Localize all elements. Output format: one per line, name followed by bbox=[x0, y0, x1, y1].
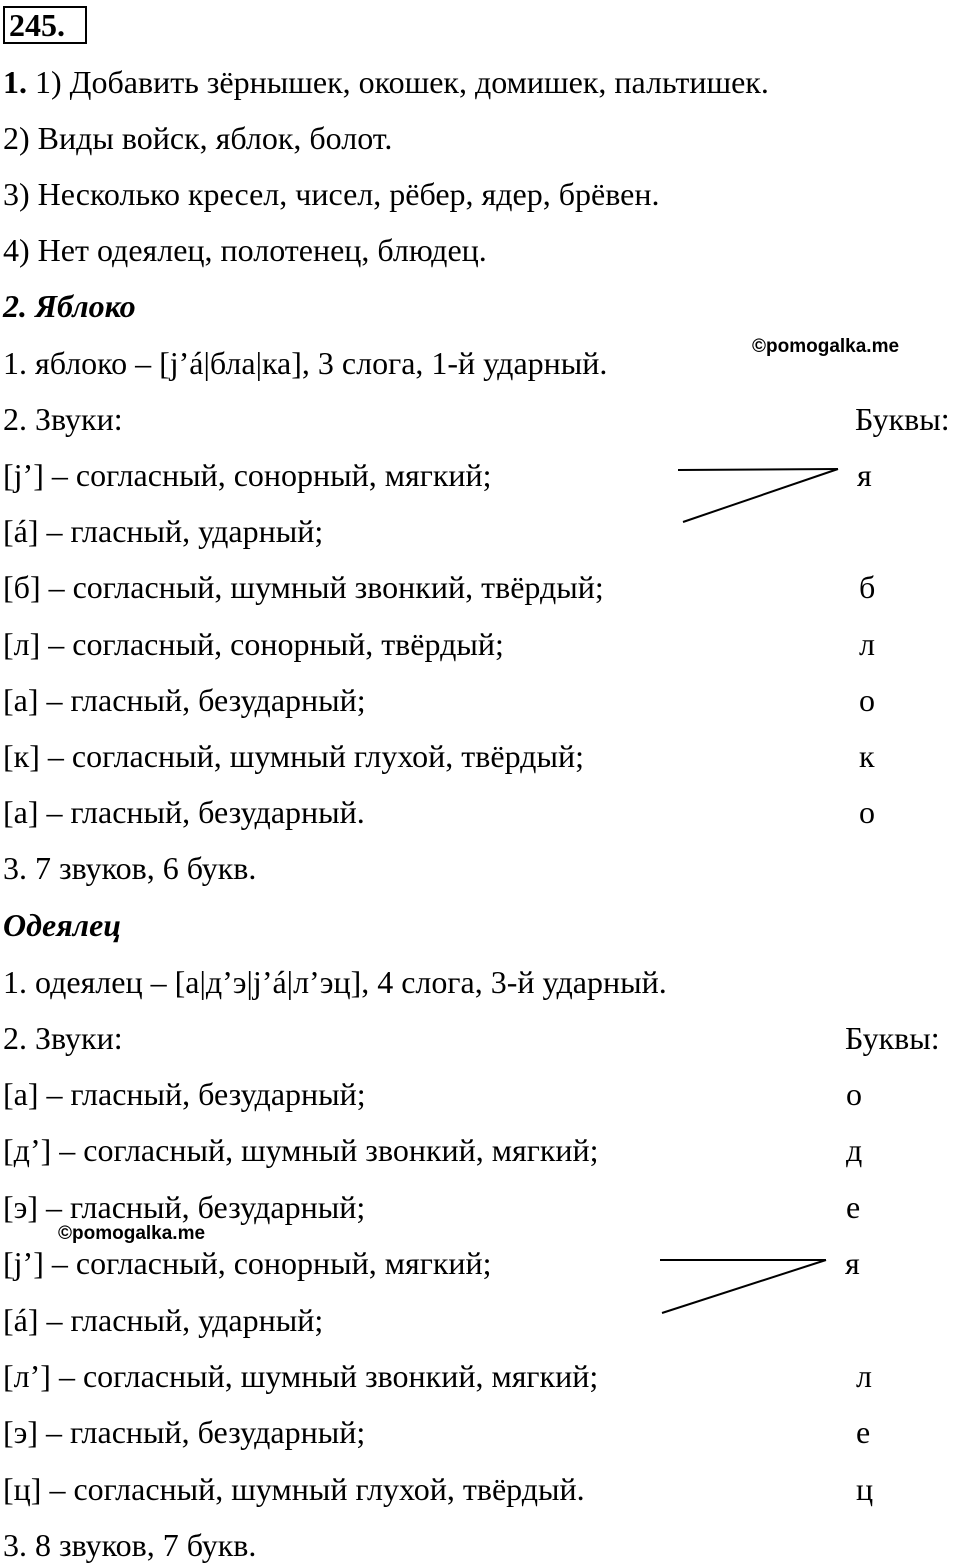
word1-syllables: 1. яблоко – [j’á|бла|ка], 3 слога, 1-й ударный. bbox=[3, 345, 608, 381]
watermark-2: ©pomogalka.me bbox=[58, 1223, 206, 1244]
word2-syllables: 1. одеялец – [а|д’э|j’á|л’эц], 4 слога, 3-й ударный. bbox=[3, 964, 667, 1000]
word1-sounds-header: 2. Звуки: bbox=[3, 401, 123, 437]
watermark-1: ©pomogalka.me bbox=[752, 336, 900, 357]
word1-sound-1: [j’] – согласный, сонорный, мягкий; bbox=[3, 457, 492, 493]
part1-label: 1. bbox=[3, 64, 27, 100]
word2-letter-7: ц bbox=[856, 1471, 874, 1507]
word2-summary: 3. 8 звуков, 7 букв. bbox=[3, 1527, 257, 1563]
word1-letter-1: я bbox=[857, 457, 872, 493]
word2-sound-1: [а] – гласный, безударный; bbox=[3, 1076, 366, 1112]
word1-sound-7: [а] – гласный, безударный. bbox=[3, 794, 365, 830]
word1-letter-6: о bbox=[859, 794, 875, 830]
exercise-number: 245. bbox=[3, 6, 87, 44]
word2-letter-5: л bbox=[856, 1358, 872, 1394]
word2-letter-2: д bbox=[846, 1132, 863, 1168]
word2-letter-6: е bbox=[856, 1414, 871, 1450]
word1-summary: 3. 7 звуков, 6 букв. bbox=[3, 850, 257, 886]
word2-letters-header: Буквы: bbox=[845, 1020, 940, 1056]
word1-sound-5: [а] – гласный, безударный; bbox=[3, 682, 366, 718]
word1-title: 2. Яблоко bbox=[3, 288, 136, 324]
part1-item-4: 4) Нет одеялец, полотенец, блюдец. bbox=[3, 232, 487, 268]
word2-sound-6: [л’] – согласный, шумный звонкий, мягкий; bbox=[3, 1358, 599, 1394]
word2-sound-2: [д’] – согласный, шумный звонкий, мягкий; bbox=[3, 1132, 599, 1168]
word2-title: Одеялец bbox=[3, 907, 122, 943]
word2-sound-5: [á] – гласный, ударный; bbox=[3, 1302, 324, 1338]
word2-sound-4: [j’] – согласный, сонорный, мягкий; bbox=[3, 1245, 492, 1281]
connector-word1 bbox=[678, 469, 838, 522]
word1-sound-2: [á] – гласный, ударный; bbox=[3, 513, 324, 549]
connector-word2 bbox=[660, 1260, 826, 1313]
word2-letter-1: о bbox=[846, 1076, 862, 1112]
word2-sounds-header: 2. Звуки: bbox=[3, 1020, 123, 1056]
word1-sound-3: [б] – согласный, шумный звонкий, твёрдый; bbox=[3, 569, 604, 605]
word1-letter-3: л bbox=[859, 626, 875, 662]
word2-sound-3: [э] – гласный, безударный; bbox=[3, 1189, 366, 1225]
word2-letter-3: е bbox=[846, 1189, 861, 1225]
word2-sound-8: [ц] – согласный, шумный глухой, твёрдый. bbox=[3, 1471, 585, 1507]
word1-letter-2: б bbox=[859, 569, 876, 605]
word1-letter-4: о bbox=[859, 682, 875, 718]
word1-letter-5: к bbox=[859, 738, 875, 774]
word1-sound-4: [л] – согласный, сонорный, твёрдый; bbox=[3, 626, 504, 662]
word1-letters-header: Буквы: bbox=[855, 401, 950, 437]
part1-item-1: 1. 1) Добавить зёрнышек, окошек, домишек, пальтишек. bbox=[3, 64, 769, 100]
word1-sound-6: [к] – согласный, шумный глухой, твёрдый; bbox=[3, 738, 584, 774]
word2-sound-7: [э] – гласный, безударный; bbox=[3, 1414, 366, 1450]
word2-letter-4: я bbox=[845, 1245, 860, 1281]
part1-item-2: 2) Виды войск, яблок, болот. bbox=[3, 120, 393, 156]
part1-item-3: 3) Несколько кресел, чисел, рёбер, ядер, брёвен. bbox=[3, 176, 660, 212]
